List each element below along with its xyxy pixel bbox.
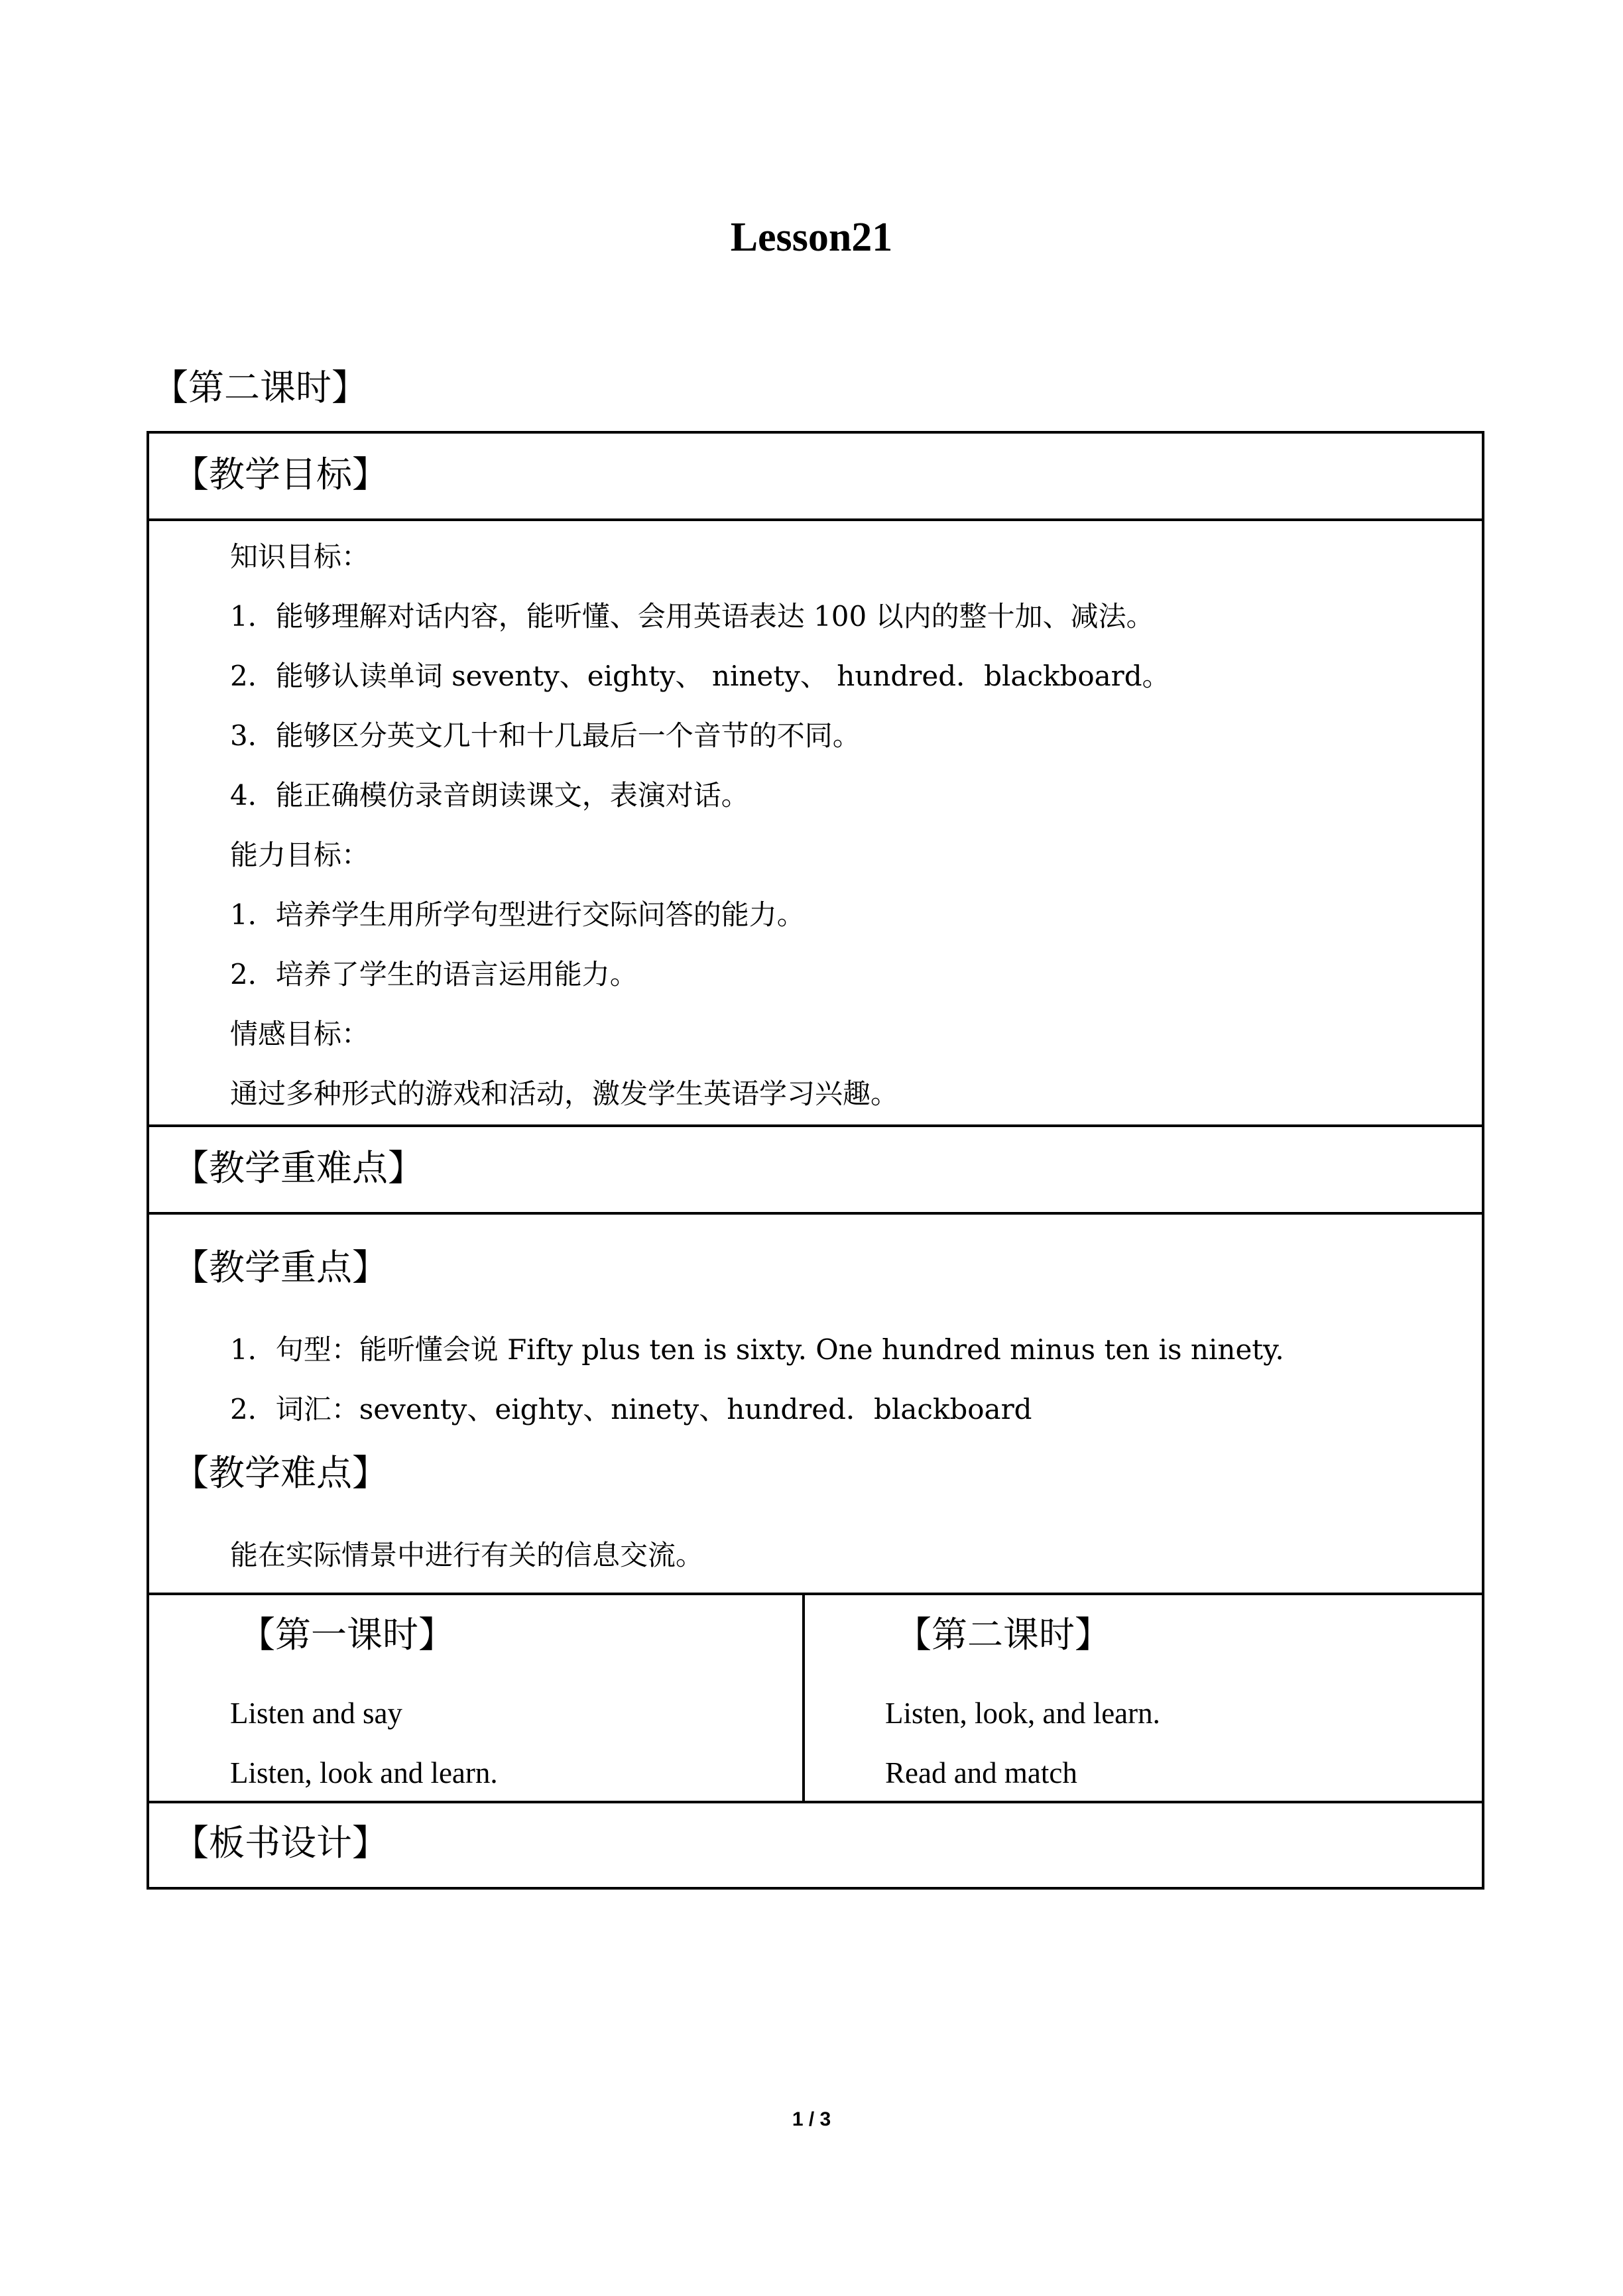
emotion-text: 通过多种形式的游戏和活动，激发学生英语学习兴趣。 <box>230 1077 899 1110</box>
key-point-item: 1．句型：能听懂会说 Fifty plus ten is sixty. One hundred minus ten is ninety. <box>230 1333 1284 1366</box>
difficult-heading: 【教学难点】 <box>173 1452 388 1494</box>
knowledge-item: 2．能够认读单词 seventy、eighty、 ninety、 hundred．blackboard。 <box>230 660 1170 692</box>
knowledge-label: 知识目标： <box>230 540 370 573</box>
ability-item: 2．培养了学生的语言运用能力。 <box>230 958 638 991</box>
table-border-bottom <box>147 1887 1484 1890</box>
session2-heading: 【第二课时】 <box>896 1614 1111 1656</box>
table-border-left <box>147 431 149 1890</box>
ability-item: 1．培养学生用所学句型进行交际问答的能力。 <box>230 898 805 931</box>
session1-item: Listen, look and learn. <box>230 1756 498 1789</box>
session-label: 【第二课时】 <box>152 367 367 408</box>
table-rule <box>147 518 1484 521</box>
knowledge-item: 3．能够区分英文几十和十几最后一个音节的不同。 <box>230 719 861 752</box>
table-border-right <box>1482 431 1484 1890</box>
difficult-text: 能在实际情景中进行有关的信息交流。 <box>230 1539 704 1571</box>
session1-item: Listen and say <box>230 1697 402 1730</box>
table-column-divider <box>802 1593 805 1802</box>
table-rule <box>147 1801 1484 1803</box>
document-title: Lesson21 <box>730 215 893 260</box>
session1-heading: 【第一课时】 <box>239 1614 454 1656</box>
key-points-heading: 【教学重点】 <box>173 1246 388 1288</box>
session2-item: Listen, look, and learn. <box>885 1697 1160 1730</box>
table-border-top <box>147 431 1484 434</box>
key-difficult-heading: 【教学重难点】 <box>173 1147 424 1189</box>
key-point-item: 2．词汇：seventy、eighty、ninety、hundred．blackboard <box>230 1393 1032 1425</box>
objectives-heading: 【教学目标】 <box>173 453 388 495</box>
emotion-label: 情感目标： <box>230 1018 370 1050</box>
ability-label: 能力目标： <box>230 839 370 871</box>
board-heading: 【板书设计】 <box>173 1822 388 1864</box>
table-rule <box>147 1593 1484 1595</box>
lesson-plan-table <box>147 431 1484 1890</box>
page-number: 1 / 3 <box>792 2108 831 2130</box>
table-rule <box>147 1212 1484 1215</box>
knowledge-item: 4．能正确模仿录音朗读课文，表演对话。 <box>230 779 749 812</box>
knowledge-item: 1．能够理解对话内容，能听懂、会用英语表达 100 以内的整十加、减法。 <box>230 600 1154 633</box>
session2-item: Read and match <box>885 1756 1077 1789</box>
table-rule <box>147 1124 1484 1127</box>
